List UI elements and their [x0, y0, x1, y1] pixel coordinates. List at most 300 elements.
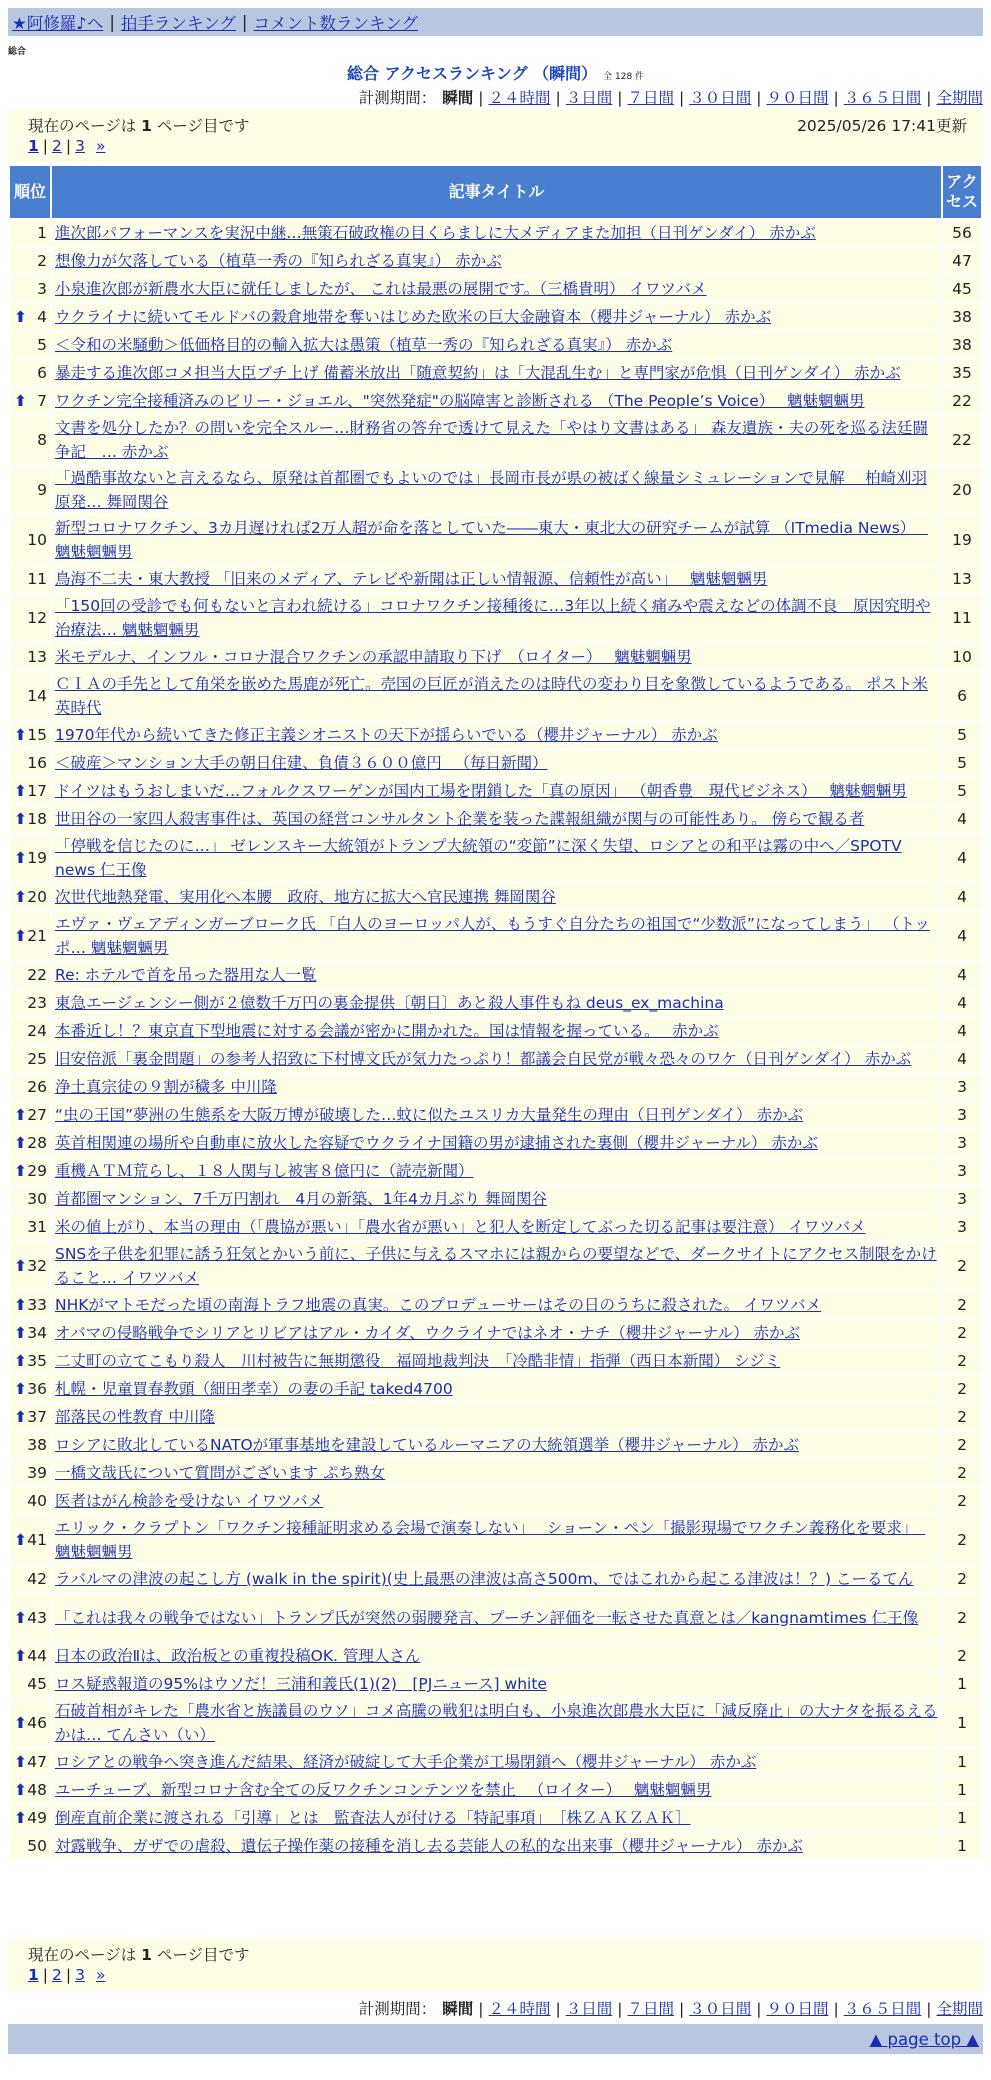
- rank-number: 21: [27, 927, 47, 945]
- article-title-link[interactable]: 石破首相がキレた「農水省と族議員のウソ」コメ高騰の戦犯は明白も、小泉進次郎農水大臣に「減反廃止」の大ナタを振るえるかは… てんさい（い）: [55, 1702, 938, 1744]
- article-title-link[interactable]: ラバルマの津波の起こし方 (walk in the spirit)(史上最悪の津波は高さ500m、ではこれから起こる津波は！？) こーるてん: [55, 1570, 914, 1588]
- rank-number: 47: [27, 1753, 47, 1771]
- rank-up-arrow-icon: ⬆: [14, 1647, 27, 1665]
- rank-cell: [10, 1777, 50, 1803]
- access-count: 3: [943, 1102, 981, 1128]
- rank-cell: [10, 1833, 50, 1859]
- total-count: 全 128 件: [603, 72, 645, 82]
- table-row: [10, 332, 981, 358]
- rank-cell: [10, 1749, 50, 1775]
- article-title-link[interactable]: ワクチン完全接種済みのビリー・ジョエル、"突然発症"の脳障害と診断される （The People’s Voice） 魑魅魍魎男: [55, 392, 865, 410]
- rank-number: 11: [27, 570, 47, 588]
- article-title-link[interactable]: 想像力が欠落している（植草一秀の『知られざる真実』） 赤かぶ: [55, 252, 502, 270]
- title-cell: [52, 516, 941, 564]
- title-cell: [52, 594, 941, 642]
- article-title-link[interactable]: オバマの侵略戦争でシリアとリビアはアル・カイダ、ウクライナではネオ・ナチ（櫻井ジャーナル） 赤かぶ: [55, 1324, 801, 1342]
- article-title-link[interactable]: 鳥海不二夫・東大教授 「旧来のメディア、テレビや新聞は正しい情報源、信頼性が高い」 魑魅魍魎男: [55, 570, 768, 588]
- access-count: 3: [943, 1130, 981, 1156]
- rank-up-arrow-icon: ⬆: [14, 849, 27, 867]
- title-cell: [52, 220, 941, 246]
- header-rank: 順位: [10, 166, 50, 218]
- article-title-link[interactable]: 二丈町の立てこもり殺人 川村被告に無期懲役 福岡地裁判決 「冷酷非情」指弾（西日本新聞） シジミ: [55, 1352, 781, 1370]
- home-link[interactable]: ★阿修羅♪へ: [12, 14, 104, 33]
- nav-separator: |: [109, 12, 115, 32]
- article-title-link[interactable]: 暴走する進次郎コメ担当大臣ブチ上げ 備蓄米放出「随意契約」は「大混乱生む」と専門家が危惧（日刊ゲンダイ） 赤かぶ: [55, 364, 901, 382]
- access-count: 2: [943, 1348, 981, 1374]
- rank-up-arrow-icon: ⬆: [14, 1296, 27, 1314]
- article-title-link[interactable]: NHKがマトモだった頃の南海トラフ地震の真実。このプロデューサーはその日のうちに殺された。 イワツバメ: [55, 1296, 822, 1314]
- table-row: [10, 1643, 981, 1669]
- ranking-table: [8, 164, 983, 1861]
- title-cell: [52, 1671, 941, 1697]
- title-cell: [52, 304, 941, 330]
- title-cell: [52, 416, 941, 464]
- rank-cell: [10, 722, 50, 748]
- rank-number: 45: [27, 1675, 47, 1693]
- article-title-link[interactable]: Re: ホテルで首を吊った器用な人一覧: [55, 966, 317, 984]
- top-nav-bar: [8, 8, 983, 36]
- rank-cell: [10, 990, 50, 1016]
- title-cell: [52, 1046, 941, 1072]
- rank-up-arrow-icon: ⬆: [14, 1257, 27, 1275]
- rank-number: 41: [27, 1531, 47, 1549]
- access-count: 35: [943, 360, 981, 386]
- next-page-link[interactable]: »: [95, 1966, 106, 1984]
- table-row: [10, 1777, 981, 1803]
- article-title-link[interactable]: 重機ＡＴＭ荒らし、１８人関与し被害８億円に（読売新聞）: [55, 1162, 474, 1180]
- period-90d-link[interactable]: ９０日間: [766, 89, 829, 107]
- article-title-link[interactable]: 対露戦争、ガザでの虐殺、遺伝子操作薬の接種を消し去る芸能人の私的な出来事（櫻井ジャーナル） 赤かぶ: [55, 1837, 803, 1855]
- rank-up-arrow-icon: ⬆: [14, 1714, 27, 1732]
- table-row: [10, 1404, 981, 1430]
- period-365d-link[interactable]: ３６５日間: [843, 89, 922, 107]
- title-cell: [52, 834, 941, 882]
- access-count: 5: [943, 750, 981, 776]
- title-cell: [52, 1214, 941, 1240]
- article-title-link[interactable]: 旧安倍派「裏金問題」の参考人招致に下村博文氏が気力たっぷり！都議会自民党が戦々恐々のワケ（日刊ゲンダイ） 赤かぶ: [55, 1050, 912, 1068]
- rank-cell: [10, 276, 50, 302]
- article-title-link[interactable]: 小泉進次郎が新農水大臣に就任しましたが、 これは最悪の展開です。（三橋貴明） イワツバメ: [55, 280, 707, 298]
- rank-cell: [10, 1460, 50, 1486]
- access-count: 22: [943, 416, 981, 464]
- rank-up-arrow-icon: ⬆: [14, 927, 27, 945]
- page-2-link[interactable]: 2: [52, 137, 62, 155]
- access-count: 3: [943, 1186, 981, 1212]
- title-cell: [52, 672, 941, 720]
- rank-number: 27: [27, 1106, 47, 1124]
- article-title-link[interactable]: “虫の王国”夢洲の生態系を大阪万博が破壊した…蚊に似たユスリカ大量発生の理由（日刊ゲンダイ） 赤かぶ: [55, 1106, 804, 1124]
- table-row: [10, 1749, 981, 1775]
- category-label: 総合: [8, 47, 27, 57]
- article-title-link[interactable]: ユーチューブ、新型コロナ含む全ての反ワクチンコンテンツを禁止 （ロイター） 魑魅魍魎男: [55, 1781, 712, 1799]
- article-title-link[interactable]: 「過酷事故ないと言えるなら、原発は首都圏でもよいのでは」長岡市長が県の被ばく線量シミュレーションで見解 柏崎刈羽原発… 舞岡関谷: [55, 469, 928, 511]
- article-title-link[interactable]: 米の値上がり、本当の理由（「農協が悪い」「農水省が悪い」と犯人を断定してぶった切る記事は要注意） イワツバメ: [55, 1218, 866, 1236]
- table-row: [10, 884, 981, 910]
- article-title-link[interactable]: ドイツはもうおしまいだ…フォルクスワーゲンが国内工場を閉鎖した「真の原因」 （朝香豊 現代ビジネス） 魑魅魍魎男: [55, 782, 907, 800]
- rank-cell: [10, 1074, 50, 1100]
- access-count: 5: [943, 722, 981, 748]
- ranking-rows: [10, 220, 981, 1859]
- access-count: 4: [943, 1018, 981, 1044]
- period-90d-link[interactable]: ９０日間: [766, 2000, 829, 2018]
- table-row: [10, 1671, 981, 1697]
- access-count: 1: [943, 1805, 981, 1831]
- table-row: [10, 1432, 981, 1458]
- access-count: 2: [943, 1292, 981, 1318]
- table-row: [10, 912, 981, 960]
- title-cell: [52, 248, 941, 274]
- table-row: [10, 1594, 981, 1641]
- rank-cell: [10, 1488, 50, 1514]
- table-row: [10, 416, 981, 464]
- access-count: 2: [943, 1242, 981, 1290]
- period-all-link[interactable]: 全期間: [936, 2000, 983, 2018]
- page-title: 総合 アクセスランキング （瞬間）: [346, 64, 598, 83]
- access-count: 2: [943, 1432, 981, 1458]
- rank-number: 43: [27, 1608, 47, 1627]
- rank-cell: [10, 806, 50, 832]
- rank-number: 25: [27, 1050, 47, 1068]
- rank-number: 1: [37, 224, 47, 242]
- title-cell: [52, 1516, 941, 1564]
- rank-cell: [10, 1671, 50, 1697]
- period-30d-link[interactable]: ３０日間: [689, 2000, 752, 2018]
- article-title-link[interactable]: 本番近し！？東京直下型地震に対する会議が密かに開かれた。国は情報を握っている。 赤かぶ: [55, 1022, 719, 1040]
- access-count: 1: [943, 1671, 981, 1697]
- table-row: [10, 1833, 981, 1859]
- article-title-link[interactable]: 札幌・児童買春教頭（細田孝幸）の妻の手記 taked4700: [55, 1380, 453, 1398]
- article-title-link[interactable]: ロシアに敗北しているNATOが軍事基地を建設しているルーマニアの大統領選挙（櫻井ジャーナル） 赤かぶ: [55, 1436, 800, 1454]
- table-row: [10, 1186, 981, 1212]
- rank-number: 16: [27, 754, 47, 772]
- access-count: 1: [943, 1749, 981, 1775]
- rank-up-arrow-icon: ⬆: [14, 726, 27, 744]
- table-row: [10, 778, 981, 804]
- rank-cell: [10, 884, 50, 910]
- title-cell: [52, 1488, 941, 1514]
- article-title-link[interactable]: 英首相関連の場所や自動車に放火した容疑でウクライナ国籍の男が逮捕された裏側（櫻井ジャーナル） 赤かぶ: [55, 1134, 818, 1152]
- title-cell: [52, 644, 941, 670]
- rank-cell: [10, 220, 50, 246]
- pager-top: 現在のページは 1 ページ目です 2025/05/26 17:41更新 1 | 2 | 3 »: [8, 109, 983, 162]
- rank-cell: [10, 1242, 50, 1290]
- article-title-link[interactable]: ロス疑惑報道の95%はウソだ！三浦和義氏(1)(2) [PJニュース] white: [55, 1675, 547, 1693]
- rank-cell: [10, 1214, 50, 1240]
- rank-cell: [10, 304, 50, 330]
- article-title-link[interactable]: 進次郎パフォーマンスを実況中継…無策石破政権の目くらましに大メディアまた加担（日刊ゲンダイ） 赤かぶ: [55, 224, 816, 242]
- rank-number: 10: [27, 531, 47, 549]
- table-row: [10, 722, 981, 748]
- pager-bottom: 現在のページは 1 ページ目です 1 | 2 | 3 »: [8, 1938, 983, 1991]
- rank-cell: [10, 1594, 50, 1641]
- rank-number: 35: [27, 1352, 47, 1370]
- title-cell: [52, 1594, 941, 1641]
- rank-number: 36: [27, 1380, 47, 1398]
- rank-number: 7: [37, 392, 47, 410]
- period-all-link[interactable]: 全期間: [936, 89, 983, 107]
- title-cell: [52, 1777, 941, 1803]
- title-cell: [52, 990, 941, 1016]
- rank-number: 20: [27, 888, 47, 906]
- title-cell: [52, 1130, 941, 1156]
- page-2-link[interactable]: 2: [52, 1966, 62, 1984]
- page-3-link[interactable]: 3: [75, 137, 86, 155]
- header-title: 記事タイトル: [52, 166, 941, 218]
- table-row: [10, 644, 981, 670]
- table-row: [10, 566, 981, 592]
- table-row: [10, 806, 981, 832]
- rank-cell: [10, 834, 50, 882]
- rank-number: 33: [27, 1296, 47, 1314]
- access-count: 10: [943, 644, 981, 670]
- rank-number: 13: [27, 648, 47, 666]
- article-title-link[interactable]: 首都圏マンション、7千万円割れ 4月の新築、1年4カ月ぶり 舞岡関谷: [55, 1190, 547, 1208]
- table-row: [10, 220, 981, 246]
- period-selector-bottom: 計測期間： 瞬間 | ２４時間 | ３日間 | ７日間 | ３０日間 | ９０日間 | ３６５日間 | 全期間: [358, 2000, 983, 2018]
- table-row: [10, 1460, 981, 1486]
- access-count: 1: [943, 1833, 981, 1859]
- access-count: 4: [943, 806, 981, 832]
- article-title-link[interactable]: 医者はがん検診を受けない イワツバメ: [55, 1492, 324, 1510]
- rank-number: 19: [27, 849, 47, 867]
- article-title-link[interactable]: 浄土真宗徒の９割が穢多 中川隆: [55, 1078, 277, 1096]
- title-cell: [52, 1074, 941, 1100]
- period-current: 瞬間: [442, 2000, 474, 2018]
- table-row: [10, 1348, 981, 1374]
- table-row: [10, 1018, 981, 1044]
- rank-cell: [10, 516, 50, 564]
- title-cell: [52, 1242, 941, 1290]
- rank-up-arrow-icon: ⬆: [14, 308, 27, 326]
- article-title-link[interactable]: 文書を処分したか？の問いを完全スルー…財務省の答弁で透けて見えた「やはり文書はある」 森友遺族・夫の死を巡る法廷闘争記 … 赤かぶ: [55, 419, 928, 461]
- article-title-link[interactable]: SNSを子供を犯罪に誘う狂気とかいう前に、子供に与えるスマホには親からの要望などで、ダークサイトにアクセス制限をかけること… イワツバメ: [55, 1245, 937, 1287]
- article-title-link[interactable]: ウクライナに続いてモルドバの穀倉地帯を奪いはじめた欧米の巨大金融資本（櫻井ジャーナル） 赤かぶ: [55, 308, 772, 326]
- next-page-link[interactable]: »: [95, 137, 106, 155]
- rank-number: 32: [27, 1257, 47, 1275]
- rank-number: 37: [27, 1408, 47, 1426]
- article-title-link[interactable]: 1970年代から続いてきた修正主義シオニストの天下が揺らいでいる（櫻井ジャーナル） 赤かぶ: [55, 726, 718, 744]
- period-3d-link[interactable]: ３日間: [565, 2000, 613, 2018]
- rank-cell: [10, 594, 50, 642]
- rank-number: 38: [27, 1436, 47, 1454]
- access-count: 3: [943, 1214, 981, 1240]
- article-title-link[interactable]: 倒産直前企業に渡される「引導」とは 監査法人が付ける「特記事項」 ［株ＺＡＫＺＡＫ］: [55, 1809, 691, 1827]
- table-row: [10, 990, 981, 1016]
- table-row: [10, 1376, 981, 1402]
- article-title-link[interactable]: 世田谷の一家四人殺害事件は、英国の経営コンサルタント企業を装った諜報組織が関与の可能性あり。 傍らで観る者: [55, 810, 865, 828]
- rank-up-arrow-icon: ⬆: [14, 392, 27, 410]
- rank-up-arrow-icon: ⬆: [14, 1531, 27, 1549]
- article-title-link[interactable]: 「停戦を信じたのに…」 ゼレンスキー大統領がトランプ大統領の“変節”に深く失望、ロシアとの和平は霧の中へ／SPOTV news 仁王像: [55, 837, 902, 879]
- rank-cell: [10, 1158, 50, 1184]
- access-count: 4: [943, 990, 981, 1016]
- table-row: [10, 276, 981, 302]
- title-cell: [52, 1749, 941, 1775]
- access-count: 3: [943, 1074, 981, 1100]
- rank-cell: [10, 672, 50, 720]
- period-3d-link[interactable]: ３日間: [565, 89, 613, 107]
- title-cell: [52, 884, 941, 910]
- access-count: 2: [943, 1320, 981, 1346]
- period-365d-link[interactable]: ３６５日間: [843, 2000, 922, 2018]
- table-header: [10, 166, 981, 218]
- rank-number: 29: [27, 1162, 47, 1180]
- page-top-link[interactable]: ▲ page top ▲: [869, 2029, 979, 2049]
- article-title-link[interactable]: 部落民の性教育 中川隆: [55, 1408, 215, 1426]
- rank-cell: [10, 466, 50, 514]
- access-count: 4: [943, 912, 981, 960]
- table-row: [10, 594, 981, 642]
- rank-cell: [10, 1046, 50, 1072]
- title-cell: [52, 388, 941, 414]
- rank-up-arrow-icon: ⬆: [14, 782, 27, 800]
- access-count: 2: [943, 1488, 981, 1514]
- page-1-link[interactable]: 1: [28, 1966, 39, 1984]
- rank-number: 39: [27, 1464, 47, 1482]
- rank-up-arrow-icon: ⬆: [14, 888, 27, 906]
- rank-up-arrow-icon: ⬆: [14, 1106, 27, 1124]
- access-count: 2: [943, 1566, 981, 1592]
- article-title-link[interactable]: 米モデルナ、インフル・コロナ混合ワクチンの承認申請取り下げ （ロイター） 魑魅魍魎男: [55, 648, 692, 666]
- article-title-link[interactable]: ＜令和の米騒動＞低価格目的の輸入拡大は愚策（植草一秀の『知られざる真実』） 赤かぶ: [55, 336, 673, 354]
- title-cell: [52, 1102, 941, 1128]
- rank-number: 23: [27, 994, 47, 1012]
- access-count: 45: [943, 276, 981, 302]
- title-cell: [52, 1643, 941, 1669]
- article-title-link[interactable]: ロシアとの戦争へ突き進んだ結果、経済が破綻して大手企業が工場閉鎖へ（櫻井ジャーナル） 赤かぶ: [55, 1753, 757, 1771]
- rank-number: 42: [27, 1570, 47, 1588]
- access-count: 38: [943, 332, 981, 358]
- article-title-link[interactable]: 「150回の受診でも何もないと言われ続ける」コロナワクチン接種後に…3年以上続く痛みや震えなどの体調不良 原因究明や治療法… 魑魅魍魎男: [55, 597, 931, 639]
- title-cell: [52, 1348, 941, 1374]
- table-row: [10, 1292, 981, 1318]
- access-count: 2: [943, 1516, 981, 1564]
- rank-up-arrow-icon: ⬆: [14, 1162, 27, 1180]
- rank-up-arrow-icon: ⬆: [14, 810, 27, 828]
- access-count: 1: [943, 1777, 981, 1803]
- article-title-link[interactable]: 一橋文哉氏について質問がございます ぷち熟女: [55, 1464, 386, 1482]
- rank-cell: [10, 1566, 50, 1592]
- rank-number: 50: [27, 1837, 47, 1855]
- rank-cell: [10, 388, 50, 414]
- article-title-link[interactable]: ＣＩＡの手先として角栄を嵌めた馬鹿が死亡。売国の巨匠が消えたのは時代の変わり目を象徴しているようである。 ポスト米英時代: [55, 675, 928, 717]
- period-7d-link[interactable]: ７日間: [627, 2000, 674, 2018]
- article-title-link[interactable]: 日本の政治Ⅱは、政治板との重複投稿OK. 管理人さん: [55, 1647, 421, 1665]
- rank-cell: [10, 1376, 50, 1402]
- page-1-link[interactable]: 1: [28, 137, 39, 155]
- table-row: [10, 1074, 981, 1100]
- title-cell: [52, 1432, 941, 1458]
- access-count: 2: [943, 1643, 981, 1669]
- period-label: 計測期間：: [358, 2000, 437, 2018]
- rank-number: 46: [27, 1714, 47, 1732]
- period-24h-link[interactable]: ２４時間: [488, 89, 551, 107]
- access-count: 4: [943, 962, 981, 988]
- title-cell: [52, 1292, 941, 1318]
- title-cell: [52, 778, 941, 804]
- updated-timestamp: 2025/05/26 17:41更新: [797, 117, 967, 135]
- access-count: 5: [943, 778, 981, 804]
- access-count: 1: [943, 1699, 981, 1747]
- table-row: [10, 1214, 981, 1240]
- rank-number: 48: [27, 1781, 47, 1799]
- period-30d-link[interactable]: ３０日間: [689, 89, 752, 107]
- rank-number: 49: [27, 1809, 47, 1827]
- rank-cell: [10, 1699, 50, 1747]
- comment-ranking-link[interactable]: コメント数ランキング: [253, 14, 418, 33]
- table-row: [10, 466, 981, 514]
- table-row: [10, 388, 981, 414]
- title-cell: [52, 1566, 941, 1592]
- page-3-link[interactable]: 3: [75, 1966, 86, 1984]
- access-count: 20: [943, 466, 981, 514]
- rank-number: 40: [27, 1492, 47, 1510]
- rank-cell: [10, 1805, 50, 1831]
- rank-up-arrow-icon: ⬆: [14, 1380, 27, 1398]
- table-row: [10, 1102, 981, 1128]
- rank-number: 14: [27, 687, 47, 705]
- rank-number: 34: [27, 1324, 47, 1342]
- article-title-link[interactable]: 「これは我々の戦争ではない」トランプ氏が突然の弱腰発言、プーチン評価を一転させた真意とは／kangnamtimes 仁王像: [55, 1608, 919, 1627]
- rank-cell: [10, 332, 50, 358]
- period-24h-link[interactable]: ２４時間: [488, 2000, 551, 2018]
- access-count: 19: [943, 516, 981, 564]
- table-row: [10, 1566, 981, 1592]
- bottom-bar: [8, 2024, 983, 2054]
- title-cell: [52, 1376, 941, 1402]
- table-row: [10, 962, 981, 988]
- rank-number: 12: [27, 609, 47, 627]
- rank-number: 8: [37, 431, 47, 449]
- access-count: 11: [943, 594, 981, 642]
- rank-cell: [10, 1102, 50, 1128]
- article-title-link[interactable]: 東急エージェンシー側が２億数千万円の裏金提供〔朝日〕あと殺人事件もね deus_ex_machina: [55, 994, 724, 1012]
- rank-number: 3: [37, 280, 47, 298]
- period-7d-link[interactable]: ７日間: [627, 89, 674, 107]
- article-title-link[interactable]: 新型コロナワクチン、3カ月遅ければ2万人超が命を落としていた――東大・東北大の研究チームが試算 （ITmedia News） 魑魅魍魎男: [55, 519, 928, 561]
- rank-cell: [10, 1130, 50, 1156]
- rank-cell: [10, 750, 50, 776]
- table-row: [10, 1699, 981, 1747]
- article-title-link[interactable]: エリック・クラプトン「ワクチン接種証明求める会場で演奏しない」 ショーン・ペン「撮影現場でワクチン義務化を要求」 魑魅魍魎男: [55, 1519, 926, 1561]
- table-row: [10, 834, 981, 882]
- title-cell: [52, 912, 941, 960]
- article-title-link[interactable]: エヴァ・ヴェアディンガーブローク氏 「白人のヨーロッパ人が、もうすぐ自分たちの祖国で“少数派”になってしまう」 （トッポ… 魑魅魍魎男: [55, 915, 930, 957]
- table-row: [10, 248, 981, 274]
- article-title-link[interactable]: 次世代地熱発電、実用化へ本腰 政府、地方に拡大へ官民連携 舞岡関谷: [55, 888, 556, 906]
- nav-separator: |: [241, 12, 248, 32]
- page-status: 現在のページは 1 ページ目です: [28, 1946, 250, 1964]
- title-cell: [52, 466, 941, 514]
- title-cell: [52, 806, 941, 832]
- rank-up-arrow-icon: ⬆: [14, 1781, 27, 1799]
- rank-cell: [10, 962, 50, 988]
- table-row: [10, 1130, 981, 1156]
- rank-number: 24: [27, 1022, 47, 1040]
- rank-cell: [10, 1404, 50, 1430]
- table-row: [10, 304, 981, 330]
- access-count: 22: [943, 388, 981, 414]
- rank-cell: [10, 1320, 50, 1346]
- title-cell: [52, 962, 941, 988]
- table-row: [10, 1242, 981, 1290]
- article-title-link[interactable]: ＜破産＞マンション大手の朝日住建、負債３６００億円 （毎日新聞）: [55, 754, 548, 772]
- rank-number: 17: [27, 782, 47, 800]
- rank-cell: [10, 1292, 50, 1318]
- rank-number: 26: [27, 1078, 47, 1096]
- rank-up-arrow-icon: ⬆: [14, 1324, 27, 1342]
- clap-ranking-link[interactable]: 拍手ランキング: [120, 14, 236, 33]
